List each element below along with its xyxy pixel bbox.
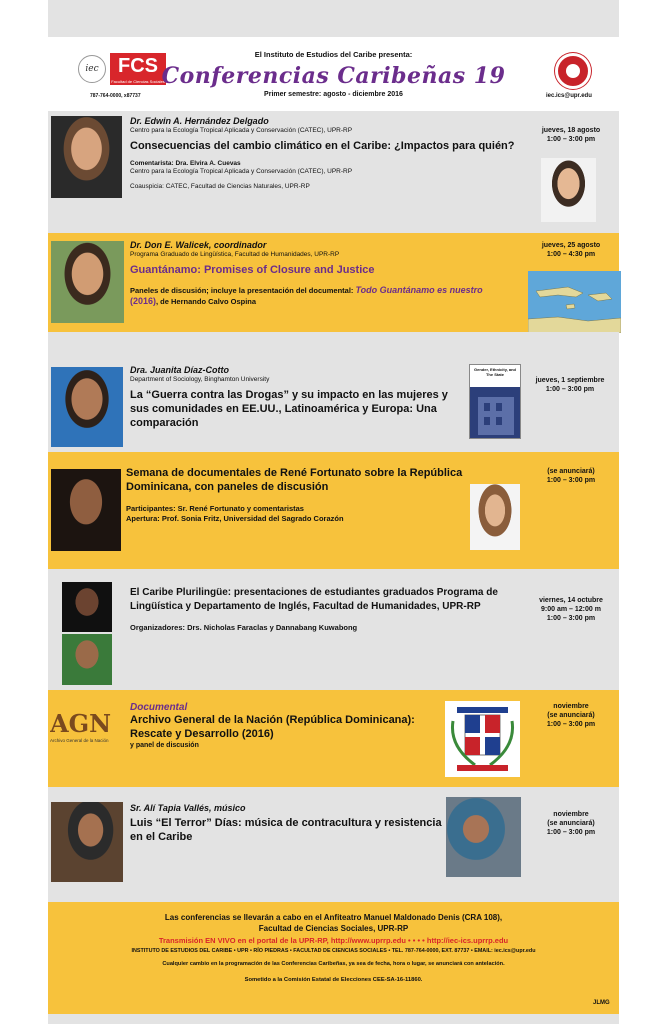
panel-prefix: Paneles de discusión; incluye la presentación del documental: [130,286,356,295]
event-date: jueves, 18 agosto [541,127,601,134]
musician-photo [446,797,521,877]
page-title: Conferencias Caribeñas 19 [161,63,506,89]
event-date: jueves, 25 agosto [541,242,601,249]
dominican-coat-of-arms-image [445,701,520,777]
footer [48,902,619,1014]
event-7 [48,787,619,902]
event-title: El Caribe Plurilingüe: presentaciones de estudiantes graduados Programa de Lingüística y Departamento de Inglés, Facultad de Humanidades, UPR-RP [130,587,498,612]
panel-film: Todo Guantánamo es nuestro [355,285,483,295]
speaker-photo [51,367,123,447]
event-date: noviembre [553,811,589,818]
commentator-dept: Centro para la Ecología Tropical Aplicada y Conservación (CATEC), UPR-RP [130,168,353,175]
event-2 [48,233,619,332]
event-3 [48,332,619,452]
designer-signature: JLMG [593,1000,610,1006]
semester-label: Primer semestre: agosto - diciembre 2016 [264,91,403,98]
event-time-morning: 9:00 am – 12:00 m [541,606,601,613]
event-time: 1:00 – 4:30 pm [546,251,596,258]
speaker-name: Dr. Edwin A. Hernández Delgado [130,116,269,126]
commentator-photo [470,484,520,550]
footer-live-links: Transmisión EN VIVO en el portal de la UPR-RP, http://www.uprrp.edu • • • • http://iec-ics.uprrp.edu [158,936,509,945]
event-date: jueves, 1 septiembre [535,377,605,384]
speaker-dept: Centro para la Ecología Tropical Aplicada y Conservación (CATEC), UPR-RP [130,127,353,134]
iec-logo: iec [78,55,106,83]
footer-notice: Cualquier cambio en la programación de las Conferencias Caribeñas, ya sea de fecha, hora o lugar, se anunciará con antelación. [162,961,505,967]
footer-cee: Sometido a la Comisión Estatal de Elecciones CEE-SA-16-11860. [244,977,423,983]
speaker-name: Sr. Alí Tapia Vallés, músico [130,803,246,813]
event-title: Consecuencias del cambio climático en el Caribe: ¿Impactos para quién? [130,140,515,152]
agn-logo [50,710,126,752]
agn-logo-subtext: Archivo General de la Nación [50,738,109,743]
speaker-photo [51,116,122,198]
event-6 [48,690,619,787]
commentator-photo [541,158,596,222]
header-email: iec.ics@upr.edu [546,93,592,99]
speaker-dept: Programa Graduado de Lingüística, Facultad de Humanidades, UPR-RP [130,251,340,258]
event-4 [48,452,619,569]
speaker-photo [51,469,121,551]
opening: Apertura: Prof. Sonia Fritz, Universidad del Sagrado Corazón [126,514,344,523]
book-cover-image [469,364,521,439]
event-time: 1:00 – 3:00 pm [546,829,596,836]
caribbean-map-image [528,271,621,333]
organizer-photo-2 [62,634,112,685]
event-time-afternoon: 1:00 – 3:00 pm [546,615,596,622]
speaker-photo [51,241,124,323]
footer-contact: INSTITUTO DE ESTUDIOS DEL CARIBE • UPR • RÍO PIEDRAS • FACULTAD DE CIENCIAS SOCIALES • TEL. 787-764-0000, EXT. 87737 • EMAIL: iec.ics@upr.edu [131,948,536,954]
event-5 [48,569,619,690]
commentator: Comentarista: Dra. Elvira A. Cuevas [130,160,241,167]
map-shapes [528,271,621,333]
event-date-note: (se anunciará) [547,712,595,719]
event-time: 1:00 – 3:00 pm [546,721,596,728]
speaker-photo [51,802,123,882]
footer-faculty: Facultad de Ciencias Sociales, UPR-RP [258,924,409,933]
event-time: 1:00 – 3:00 pm [546,477,596,484]
fcs-logo-subtext: Facultad de Ciencias Sociales [111,79,165,84]
poster [48,0,619,1024]
event-time: 1:00 – 3:00 pm [545,386,595,393]
event-date: (se anunciará) [547,468,595,475]
event-title: Guantánamo: Promises of Closure and Justice [130,264,375,276]
event-date: noviembre [553,703,589,710]
panel-description [130,285,510,307]
upr-seal-logo [555,53,591,89]
participants: Participantes: Sr. René Fortunato y comentaristas [126,504,304,513]
event-title: Luis “El Terror” Días: música de contracultura y resistencia en el Caribe [130,817,442,843]
cosponsor: Coauspicia: CATEC, Facultad de Ciencias Naturales, UPR-RP [130,183,310,190]
event-1 [48,111,619,233]
book-cover-art [470,387,521,439]
agn-logo-text: AGN [50,710,112,738]
speaker-name: Dr. Don E. Walicek, coordinador [130,240,267,250]
event-title: Semana de documentales de René Fortunato sobre la República Dominicana, con paneles de discusión [126,467,463,493]
header-presenta: El Instituto de Estudios del Caribe presenta: [254,50,413,59]
coat-of-arms-art [445,701,520,777]
panel-year: (2016) [130,296,157,306]
event-kicker: Documental [130,702,188,713]
event-title: La “Guerra contra las Drogas” y su impacto en las mujeres y sus comunidades en EE.UU., Latinoamérica y Europa: Una comparación [130,389,448,429]
event-date: viernes, 14 octubre [539,597,603,604]
event-time: 1:00 – 3:00 pm [546,136,596,143]
panel-suffix: , de Hernando Calvo Ospina [156,297,257,306]
header [48,37,619,111]
speaker-dept: Department of Sociology, Binghamton University [130,376,270,383]
fcs-logo-text: FCS [118,55,158,77]
header-phone: 787-764-0000, x87737 [90,93,141,99]
event-subtitle: y panel de discusión [130,742,199,749]
organizer-photo-1 [62,582,112,632]
book-cover-title: Gender, Ethnicity, and The State [470,365,520,387]
event-date-note: (se anunciará) [547,820,595,827]
footer-venue: Las conferencias se llevarán a cabo en el Anfiteatro Manuel Maldonado Denis (CRA 108), [164,913,503,922]
speaker-name: Dra. Juanita Díaz-Cotto [130,365,230,375]
event-title: Archivo General de la Nación (República Dominicana): Rescate y Desarrollo (2016) [130,714,415,740]
organizers: Organizadores: Drs. Nicholas Faraclas y Dannabang Kuwabong [130,623,358,632]
